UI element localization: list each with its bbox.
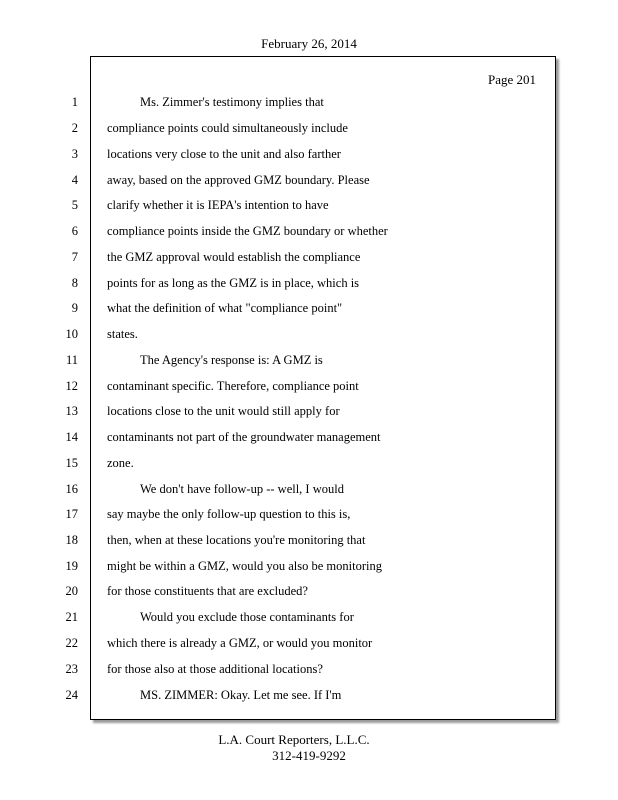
- line-number: 14: [65, 430, 78, 444]
- line-text: We don't have follow-up -- well, I would: [140, 482, 344, 496]
- line-text: MS. ZIMMER: Okay. Let me see. If I'm: [140, 688, 342, 702]
- line-number: 10: [65, 327, 78, 341]
- line-text: for those also at those additional locations?: [107, 662, 323, 676]
- line-text: away, based on the approved GMZ boundary. Please: [107, 173, 370, 187]
- line-text: The Agency's response is: A GMZ is: [140, 353, 323, 367]
- line-text: contaminants not part of the groundwater management: [107, 430, 381, 444]
- line-number: 16: [65, 482, 78, 496]
- line-number: 24: [65, 688, 78, 702]
- line-text: points for as long as the GMZ is in place, which is: [107, 276, 360, 290]
- line-number: 6: [71, 224, 78, 238]
- line-text: say maybe the only follow-up question to this is,: [107, 507, 351, 521]
- line-text: contaminant specific. Therefore, compliance point: [107, 379, 359, 393]
- reporter-phone: 312-419-9292: [272, 748, 346, 763]
- line-text: for those constituents that are excluded?: [107, 584, 308, 598]
- line-number: 13: [65, 404, 78, 418]
- line-number: 15: [65, 456, 78, 470]
- line-number: 2: [71, 121, 78, 135]
- line-number: 5: [71, 198, 78, 212]
- line-number: 8: [71, 276, 78, 290]
- transcript-date: February 26, 2014: [261, 36, 357, 51]
- line-number: 20: [65, 584, 78, 598]
- line-text: compliance points inside the GMZ boundary or whether: [107, 224, 388, 238]
- line-text: Ms. Zimmer's testimony implies that: [140, 95, 324, 109]
- reporter-company: L.A. Court Reporters, L.L.C.: [218, 732, 370, 747]
- line-number: 9: [71, 301, 78, 315]
- line-text: Would you exclude those contaminants for: [140, 610, 354, 624]
- line-number: 3: [71, 147, 78, 161]
- line-text: zone.: [107, 456, 134, 470]
- line-number: 17: [65, 507, 78, 521]
- line-number: 1: [71, 95, 78, 109]
- page-number: Page 201: [488, 72, 537, 87]
- line-text: which there is already a GMZ, or would you monitor: [107, 636, 373, 650]
- line-text: then, when at these locations you're monitoring that: [107, 533, 366, 547]
- line-text: what the definition of what "compliance point": [107, 301, 343, 315]
- line-number: 7: [71, 250, 78, 264]
- line-number: 21: [65, 610, 78, 624]
- line-number: 22: [65, 636, 78, 650]
- line-number: 11: [65, 353, 78, 367]
- line-number: 18: [65, 533, 78, 547]
- line-text: clarify whether it is IEPA's intention to have: [107, 198, 329, 212]
- line-text: locations close to the unit would still apply for: [107, 404, 340, 418]
- line-text: the GMZ approval would establish the compliance: [107, 250, 361, 264]
- line-text: locations very close to the unit and also farther: [107, 147, 341, 161]
- line-number: 12: [65, 379, 78, 393]
- line-number: 23: [65, 662, 78, 676]
- line-text: states.: [107, 327, 138, 341]
- line-number: 4: [71, 173, 78, 187]
- line-text: might be within a GMZ, would you also be monitoring: [107, 559, 382, 573]
- line-text: compliance points could simultaneously include: [107, 121, 348, 135]
- line-number: 19: [65, 559, 78, 573]
